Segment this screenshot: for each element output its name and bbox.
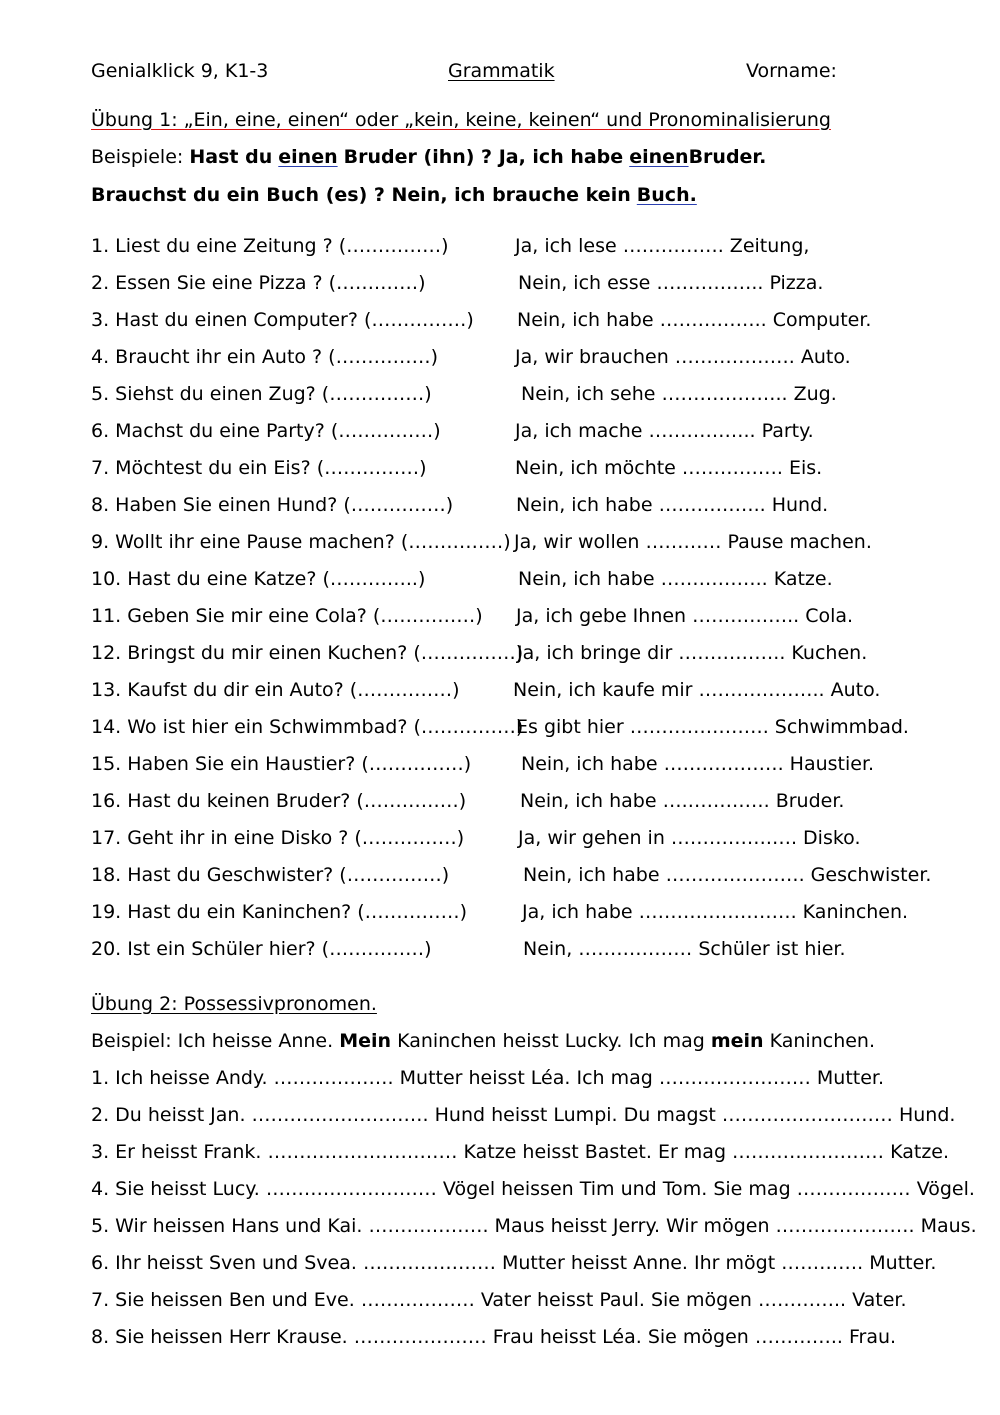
uebung1-example-2 — [91, 184, 697, 206]
exercise-row — [91, 938, 951, 964]
beispiele-label: Beispiele: — [91, 146, 184, 168]
exercise-row — [91, 864, 951, 890]
example-1-article: einen — [278, 146, 338, 168]
question-text: 9. Wollt ihr eine Pause machen? (……………) — [91, 531, 511, 553]
question-text: 18. Hast du Geschwister? (……………) — [91, 864, 450, 886]
answer-text: Nein, ……………… Schüler ist hier. — [523, 938, 846, 960]
exercise-row — [91, 605, 951, 631]
possessive-exercise-line: 8. Sie heissen Herr Krause. ………………… Frau heisst Léa. Sie mögen ………….. Frau. — [91, 1326, 897, 1348]
exercise-row — [91, 309, 951, 335]
example-part: Kaninchen. — [769, 1030, 876, 1052]
possessive-exercise-line: 2. Du heisst Jan. ………………………. Hund heisst Lumpi. Du magst ……………………… Hund. — [91, 1104, 956, 1126]
possessive-exercise-line: 7. Sie heissen Ben und Eve. ……………… Vater heisst Paul. Sie mögen ………….. Vater. — [91, 1289, 907, 1311]
exercise-row — [91, 716, 951, 742]
question-text: 16. Hast du keinen Bruder? (……………) — [91, 790, 467, 812]
uebung1-example-1 — [91, 146, 766, 168]
example-1-article: einen — [629, 146, 689, 168]
exercise-row — [91, 457, 951, 483]
question-text: 19. Hast du ein Kaninchen? (……………) — [91, 901, 468, 923]
example-1-part: Hast du — [189, 146, 273, 168]
exercise-row — [91, 531, 951, 557]
answer-text: Nein, ich möchte ……………. Eis. — [515, 457, 823, 479]
uebung2-title: Übung 2: Possessivpronomen. — [91, 993, 377, 1015]
possessive-exercise-line: 6. Ihr heisst Sven und Svea. ………………… Mutter heisst Anne. Ihr mögt …………. Mutter. — [91, 1252, 937, 1274]
example-1-part: Bruder. — [688, 146, 767, 168]
answer-text: Nein, ich habe ….…………. Bruder. — [520, 790, 845, 812]
possessive-exercise-line: 4. Sie heisst Lucy. ……………………… Vögel heissen Tim und Tom. Sie mag ……………… Vögel. — [91, 1178, 975, 1200]
answer-text: Nein, ich esse …………….. Pizza. — [518, 272, 824, 294]
question-text: 8. Haben Sie einen Hund? (……………) — [91, 494, 454, 516]
answer-text: Nein, ich habe …………………. Geschwister. — [523, 864, 932, 886]
exercise-row — [91, 642, 951, 668]
answer-text: Ja, wir brauchen ………………. Auto. — [515, 346, 851, 368]
question-text: 6. Machst du eine Party? (……………) — [91, 420, 441, 442]
answer-text: Ja, ich bringe dir …………….. Kuchen. — [517, 642, 868, 664]
header-course: Genialklick 9, K1-3 — [91, 60, 269, 82]
header-subject: Grammatik — [448, 60, 555, 82]
answer-text: Es gibt hier …………………. Schwimmbad. — [516, 716, 909, 738]
example-2-noun: Buch. — [636, 184, 697, 206]
answer-text: Ja, ich habe ……………………. Kaninchen. — [522, 901, 909, 923]
question-text: 3. Hast du einen Computer? (……………) — [91, 309, 474, 331]
question-text: 11. Geben Sie mir eine Cola? (……………) — [91, 605, 483, 627]
question-text: 2. Essen Sie eine Pizza ? (…….……) — [91, 272, 426, 294]
question-text: 15. Haben Sie ein Haustier? (……………) — [91, 753, 472, 775]
exercise-row — [91, 235, 951, 261]
header-vorname: Vorname: — [746, 60, 837, 82]
question-text: 20. Ist ein Schüler hier? (……………) — [91, 938, 432, 960]
example-possessive: mein — [710, 1030, 764, 1052]
answer-text: Nein, ich habe …………….. Computer. — [517, 309, 872, 331]
exercise-row — [91, 383, 951, 409]
question-text: 12. Bringst du mir einen Kuchen? (……………) — [91, 642, 524, 664]
question-text: 5. Siehst du einen Zug? (……………) — [91, 383, 432, 405]
question-text: 10. Hast du eine Katze? (…………..) — [91, 568, 426, 590]
answer-text: Nein, ich habe …………….. Hund. — [516, 494, 829, 516]
question-text: 17. Geht ihr in eine Disko ? (……………) — [91, 827, 465, 849]
question-text: 1. Liest du eine Zeitung ? (……………) — [91, 235, 449, 257]
exercise-row — [91, 420, 951, 446]
answer-text: Ja, ich lese ……………. Zeitung, — [515, 235, 810, 257]
example-possessive: Mein — [339, 1030, 392, 1052]
question-text: 14. Wo ist hier ein Schwimmbad? (……………) — [91, 716, 524, 738]
exercise-row — [91, 272, 951, 298]
example-1-part: Bruder (ihn) ? Ja, ich habe — [343, 146, 624, 168]
answer-text: Nein, ich sehe ……………….. Zug. — [521, 383, 837, 405]
answer-text: Nein, ich kaufe mir ……………….. Auto. — [513, 679, 881, 701]
possessive-exercise-line: 5. Wir heissen Hans und Kai. ………………. Maus heisst Jerry. Wir mögen …………………. Maus. — [91, 1215, 977, 1237]
answer-text: Ja, ich mache …………….. Party. — [515, 420, 814, 442]
example-part: Beispiel: Ich heisse Anne. — [91, 1030, 334, 1052]
answer-text: Ja, ich gebe Ihnen …………….. Cola. — [516, 605, 854, 627]
answer-text: Nein, ich habe ………………. Haustier. — [521, 753, 875, 775]
exercise-row — [91, 790, 951, 816]
example-part: Kaninchen heisst Lucky. Ich mag — [397, 1030, 705, 1052]
uebung2-example — [91, 1030, 875, 1052]
exercise-row — [91, 753, 951, 779]
possessive-exercise-line: 1. Ich heisse Andy. ………………. Mutter heisst Léa. Ich mag …………………… Mutter. — [91, 1067, 885, 1089]
answer-text: Nein, ich habe …………….. Katze. — [518, 568, 833, 590]
uebung1-title: Übung 1: „Ein, eine, einen“ oder „kein, keine, keinen“ und Pronominalisierung — [91, 109, 831, 131]
exercise-row — [91, 901, 951, 927]
exercise-row — [91, 679, 951, 705]
exercise-row — [91, 568, 951, 594]
question-text: 4. Braucht ihr ein Auto ? (……………) — [91, 346, 439, 368]
exercise-row — [91, 494, 951, 520]
exercise-row — [91, 827, 951, 853]
answer-text: Ja, wir gehen in …………….…. Disko. — [518, 827, 861, 849]
question-text: 13. Kaufst du dir ein Auto? (……………) — [91, 679, 460, 701]
answer-text: Ja, wir wollen ………… Pause machen. — [514, 531, 872, 553]
example-2-part: Brauchst du ein Buch (es) ? Nein, ich brauche kein — [91, 184, 631, 206]
exercise-row — [91, 346, 951, 372]
question-text: 7. Möchtest du ein Eis? (……………) — [91, 457, 427, 479]
possessive-exercise-line: 3. Er heisst Frank. ………………………… Katze heisst Bastet. Er mag …………………… Katze. — [91, 1141, 950, 1163]
